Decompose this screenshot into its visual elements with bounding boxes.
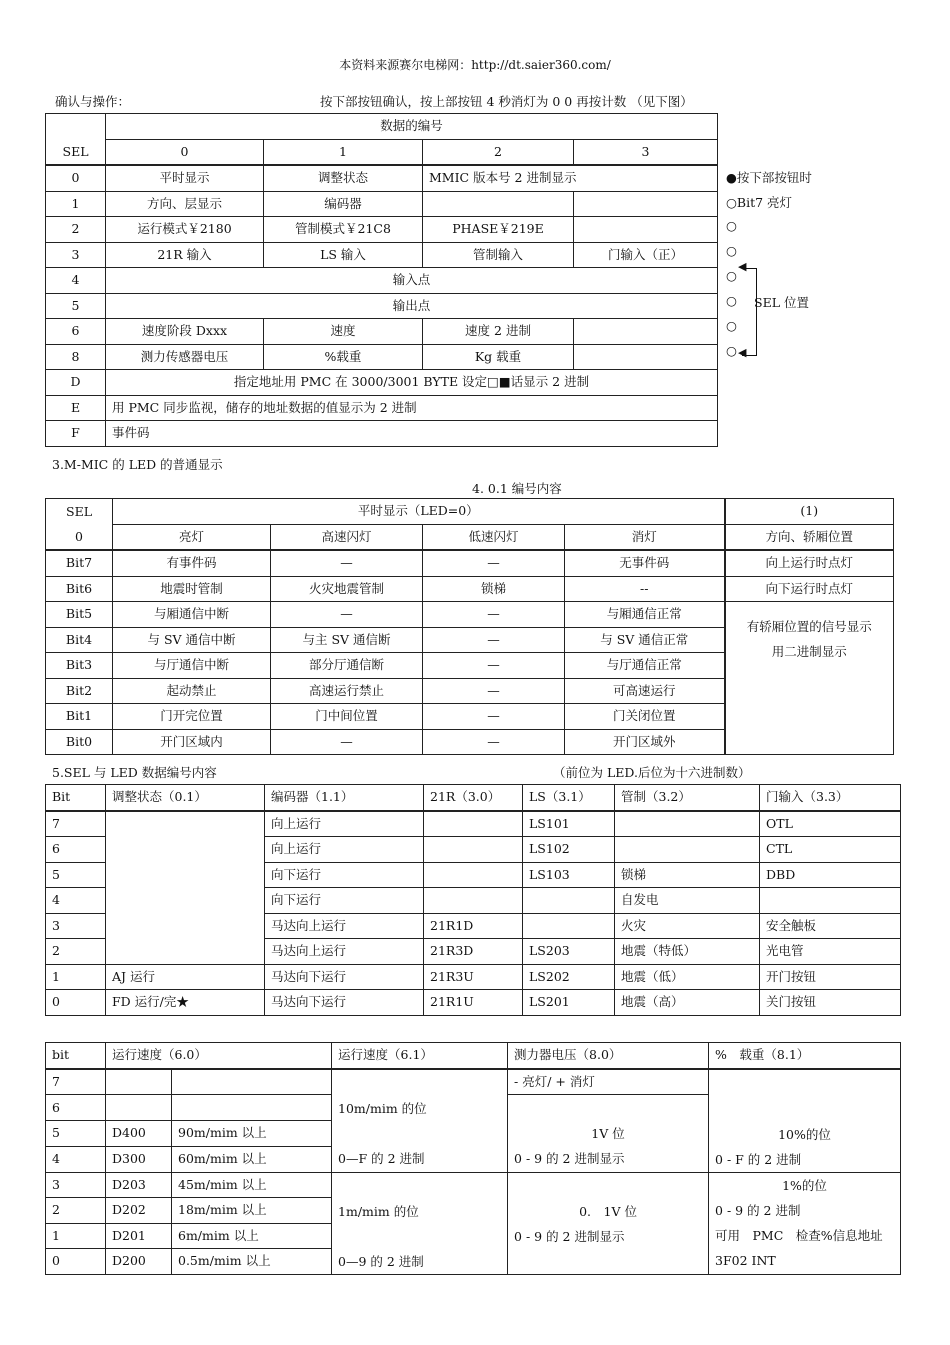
sel-cell: 6 [46,319,106,345]
led-display-table [45,498,894,755]
led-circle-icon: ○ [726,243,737,258]
data-number-table [45,113,718,447]
table-cell: 马达向下运行 [265,964,424,990]
table-cell: FD 运行/完★ [106,990,265,1016]
table3-header: 门输入（3.3） [760,785,901,811]
table-cell: 调整状态 [264,165,423,191]
table-cell: D201 [106,1223,172,1249]
section5-note: （前位为 LED.后位为十六进制数） [553,765,751,780]
speed61-upper [332,1069,508,1173]
table-cell: 锁梯 [615,862,760,888]
table-cell [574,217,718,243]
table-row [46,811,901,837]
table1-col-header: 1 [264,139,423,165]
section4-title: 4. 0.1 编号内容 [472,481,562,496]
table-cell: 6m/mim 以上 [172,1223,332,1249]
table-cell: — [423,627,565,653]
table-cell [523,888,615,914]
table-cell: -- [565,576,725,602]
table-cell: PHASE￥219E [423,217,574,243]
bit-cell: Bit7 [46,550,113,576]
bit-cell: 1 [46,1223,106,1249]
volt-low-line1: 0. 1V 位 [579,1203,637,1219]
bit-cell: 3 [46,1172,106,1198]
table-cell: Kg 载重 [423,344,574,370]
table-cell: 速度阶段 Dxxx [106,319,264,345]
table-cell: LS103 [523,862,615,888]
table-cell: 测力传感器电压 [106,344,264,370]
table-row [46,370,718,396]
table-cell: 与 SV 通信中断 [113,627,271,653]
sel-cell: 2 [46,217,106,243]
table-cell: 向下运行 [265,888,424,914]
table-cell: D300 [106,1146,172,1172]
table-cell: LS201 [523,990,615,1016]
bit-cell: Bit1 [46,704,113,730]
volt-mid-line2: 0 - 9 的 2 进制显示 [514,1151,625,1166]
table-cell: 管制输入 [423,242,574,268]
table2-col-header: 方向、轿厢位置 [725,524,894,550]
speed61-lower-line1: 1m/mim 的位 [338,1203,419,1219]
table-cell: 与厅通信中断 [113,653,271,679]
table2-col-header: 亮灯 [113,524,271,550]
table-cell: 21R3U [424,964,523,990]
table-cell [424,811,523,837]
table-cell: — [423,653,565,679]
bit-cell: Bit3 [46,653,113,679]
table-cell: 自发电 [615,888,760,914]
bit-cell: Bit2 [46,678,113,704]
table-row [46,421,718,447]
table-row [46,602,894,628]
table-cell: — [271,550,423,576]
load-upper-line1: 10%的位 [778,1126,831,1142]
table-cell: 部分厅通信断 [271,653,423,679]
table-cell: — [423,678,565,704]
table-cell: 无事件码 [565,550,725,576]
table-cell: 光电管 [760,939,901,965]
table-row [46,1172,901,1198]
table-cell: — [271,729,423,755]
sel-led-table [45,784,901,1016]
volt-mid [508,1095,709,1173]
table-cell: LS202 [523,964,615,990]
sel-cell: 8 [46,344,106,370]
bit-cell: 0 [46,1249,106,1275]
load-upper-line2: 0 - F 的 2 进制 [715,1151,802,1167]
table-cell: 地震（高） [615,990,760,1016]
table-cell: CTL [760,837,901,863]
table-row [46,576,894,602]
table-cell: 马达向上运行 [265,913,424,939]
table-cell: 开门按钮 [760,964,901,990]
table-row [46,990,901,1016]
table-cell: 21R1D [424,913,523,939]
table-cell: D203 [106,1172,172,1198]
table-cell: 21R 输入 [106,242,264,268]
sel-cell: 3 [46,242,106,268]
table-cell: 可高速运行 [565,678,725,704]
table-cell: 安全触板 [760,913,901,939]
bit-cell: 7 [46,811,106,837]
bit-cell: 2 [46,939,106,965]
table-cell: 方向、层显示 [106,191,264,217]
table-cell: AJ 运行 [106,964,265,990]
table-cell [424,837,523,863]
sel-cell: F [46,421,106,447]
table-cell: 门关闭位置 [565,704,725,730]
table-cell: 向上运行 [265,837,424,863]
table-cell: 与厢通信中断 [113,602,271,628]
speed-load-table [45,1042,901,1275]
table-cell: 输出点 [106,293,718,319]
volt-low [508,1172,709,1274]
volt-low-line2: 0 - 9 的 2 进制显示 [514,1228,625,1244]
table-cell: 门中间位置 [271,704,423,730]
sel-position-label: SEL 位置 [754,295,809,310]
led-circle-icon: ○ [726,293,737,308]
sel-cell: D [46,370,106,396]
table-cell: — [423,704,565,730]
table4-header: 运行速度（6.0） [106,1043,332,1069]
table3-header: 编码器（1.1） [265,785,424,811]
table-row [46,165,718,191]
table-row [46,191,718,217]
table-row [46,1069,901,1095]
section3-title: 3.M-MIC 的 LED 的普通显示 [52,457,223,472]
table-cell: 开门区域内 [113,729,271,755]
speed61-upper-line1: 10m/mim 的位 [338,1100,427,1116]
table2-sel-val: 0 [46,524,113,550]
table-cell: 锁梯 [423,576,565,602]
table1-title: 数据的编号 [106,114,718,140]
bit-cell: Bit6 [46,576,113,602]
table-cell: 向下运行 [265,862,424,888]
table-cell: 18m/mim 以上 [172,1198,332,1224]
table4-header: 运行速度（6.1） [332,1043,508,1069]
led-circle-icon: ○ [726,268,737,283]
bit-cell: 6 [46,1095,106,1121]
table-cell: 开门区域外 [565,729,725,755]
table-cell: 运行模式￥2180 [106,217,264,243]
sel-cell: 1 [46,191,106,217]
table-cell: LS101 [523,811,615,837]
table-cell: 门开完位置 [113,704,271,730]
load-lower [709,1172,901,1274]
table-cell: 火灾 [615,913,760,939]
table-cell [424,862,523,888]
bit-cell: 4 [46,1146,106,1172]
table-cell: 输入点 [106,268,718,294]
table1-col-header: 2 [423,139,574,165]
volt-top: - 亮灯/ + 消灯 [508,1069,709,1095]
table1-sel-header: SEL [46,139,106,165]
led-circle-icon: ○ [726,318,737,333]
bit-cell: 7 [46,1069,106,1095]
sel-cell: 0 [46,165,106,191]
table-cell [574,344,718,370]
table3-header: 21R（3.0） [424,785,523,811]
table2-col-header: 低速闪灯 [423,524,565,550]
load-lower-line4: 3F02 INT [715,1252,776,1268]
table-cell: 向上运行 [265,811,424,837]
table-cell: LS203 [523,939,615,965]
table3-header: LS（3.1） [523,785,615,811]
table-cell: 60m/mim 以上 [172,1146,332,1172]
table-row [46,242,718,268]
table-cell: 与 SV 通信正常 [565,627,725,653]
led-circle-icon: ○ [726,218,737,233]
table-cell: 与主 SV 通信断 [271,627,423,653]
speed61-lower [332,1172,508,1274]
table-cell [172,1069,332,1095]
table-cell: 地震时管制 [113,576,271,602]
table-cell: OTL [760,811,901,837]
table-cell: 马达向下运行 [265,990,424,1016]
table-cell: MMIC 版本号 2 进制显示 [423,165,718,191]
load-lower-line3: 可用 PMC 检查%信息地址 [715,1227,883,1243]
table-cell: D200 [106,1249,172,1275]
table-row [46,550,894,576]
table-cell: 21R3D [424,939,523,965]
table-row [46,344,718,370]
table-cell: LS102 [523,837,615,863]
table-row [46,964,901,990]
table4-header: 测力器电压（8.0） [508,1043,709,1069]
arrow-head-icon: ◀ [738,346,747,359]
table-cell: 起动禁止 [113,678,271,704]
bit-cell: 3 [46,913,106,939]
sel-cell: 5 [46,293,106,319]
confirm-instruction: 按下部按钮确认，按上部按钮 4 秒消灯为 0 0 再按计数 （见下图） [320,94,693,109]
table-cell: — [423,550,565,576]
table-cell: — [271,602,423,628]
table-cell [172,1095,332,1121]
table-cell [574,319,718,345]
table4-header: bit [46,1043,106,1069]
table-cell: D400 [106,1121,172,1147]
table2-col-header: 高速闪灯 [271,524,423,550]
table1-col-header: 0 [106,139,264,165]
load-lower-line1: 1%的位 [782,1177,827,1193]
table-cell: 速度 [264,319,423,345]
bit-cell: 2 [46,1198,106,1224]
bit-cell: Bit4 [46,627,113,653]
table-cell: 速度 2 进制 [423,319,574,345]
table-cell [423,191,574,217]
side-note-press: ●按下部按钮时 [726,170,812,185]
table-cell: 与厢通信正常 [565,602,725,628]
table-cell: 45m/mim 以上 [172,1172,332,1198]
table-cell [574,191,718,217]
bit-cell: 5 [46,1121,106,1147]
led-circle-icon: ○ [726,343,737,358]
table-cell: 地震（特低） [615,939,760,965]
table2-col-header: 消灯 [565,524,725,550]
bit-cell: 5 [46,862,106,888]
section5-title: 5.SEL 与 LED 数据编号内容 [52,765,217,780]
table-cell: 管制模式￥21C8 [264,217,423,243]
sel-cell: 4 [46,268,106,294]
table-cell: 指定地址用 PMC 在 3000/3001 BYTE 设定□■话显示 2 进制 [106,370,718,396]
table-cell: — [423,729,565,755]
bracket-arrow-icon [742,268,757,356]
table-cell: 马达向上运行 [265,939,424,965]
source-header: 本资料来源赛尔电梯网：http://dt.saier360.com/ [339,58,611,72]
bit-cell: 0 [46,990,106,1016]
bit-cell: 4 [46,888,106,914]
table2-sel-label: SEL [46,499,113,525]
table-row [46,293,718,319]
car-position-line1: 有轿厢位置的信号显示 [746,619,872,634]
table-cell: 用 PMC 同步监视，储存的地址数据的值显示为 2 进制 [106,395,718,421]
table-cell: 向上运行时点灯 [725,550,894,576]
table-cell [106,1069,172,1095]
arrow-head-icon: ◀ [738,260,747,273]
table-cell: 高速运行禁止 [271,678,423,704]
table-cell: 事件码 [106,421,718,447]
table-row [46,268,718,294]
speed61-upper-line2: 0—F 的 2 进制 [338,1150,425,1166]
table-cell: 与厅通信正常 [565,653,725,679]
table3-header: 调整状态（0.1） [106,785,265,811]
table-cell: %载重 [264,344,423,370]
table-cell [615,837,760,863]
table-cell: 平时显示 [106,165,264,191]
table-cell: 地震（低） [615,964,760,990]
bit-cell: Bit0 [46,729,113,755]
table-cell: LS 输入 [264,242,423,268]
table2-right-label: (1) [725,499,894,525]
table3-header: 管制（3.2） [615,785,760,811]
table-cell: 21R1U [424,990,523,1016]
table-cell: 编码器 [264,191,423,217]
table-cell: 有事件码 [113,550,271,576]
table-cell: 门输入（正） [574,242,718,268]
table-cell [106,1095,172,1121]
sel-cell: E [46,395,106,421]
table-cell: D202 [106,1198,172,1224]
table-row [46,319,718,345]
table-cell: — [423,602,565,628]
table-cell: 90m/mim 以上 [172,1121,332,1147]
table2-group-label: 平时显示（LED=0） [113,499,725,525]
car-position-line2: 用二进制显示 [771,644,847,659]
volt-mid-line1: 1V 位 [591,1126,625,1141]
table3-header: Bit [46,785,106,811]
table-cell [523,913,615,939]
car-position-note [725,602,894,755]
confirm-label: 确认与操作： [55,94,131,109]
bit-cell: 6 [46,837,106,863]
table-cell: DBD [760,862,901,888]
side-note-bit7: ○Bit7 亮灯 [726,195,793,210]
table-row [46,395,718,421]
table-row [46,217,718,243]
table-cell: 0.5m/mim 以上 [172,1249,332,1275]
table-cell [424,888,523,914]
table-cell [615,811,760,837]
table1-col-header: 3 [574,139,718,165]
table-cell: 关门按钮 [760,990,901,1016]
load-upper [709,1069,901,1173]
load-lower-line2: 0 - 9 的 2 进制 [715,1202,801,1218]
table-cell: 向下运行时点灯 [725,576,894,602]
bit-cell: Bit5 [46,602,113,628]
table4-header: % 载重（8.1） [709,1043,901,1069]
table-cell [760,888,901,914]
table-cell [106,811,265,965]
speed61-lower-line2: 0—9 的 2 进制 [338,1253,424,1269]
table-cell: 火灾地震管制 [271,576,423,602]
bit-cell: 1 [46,964,106,990]
